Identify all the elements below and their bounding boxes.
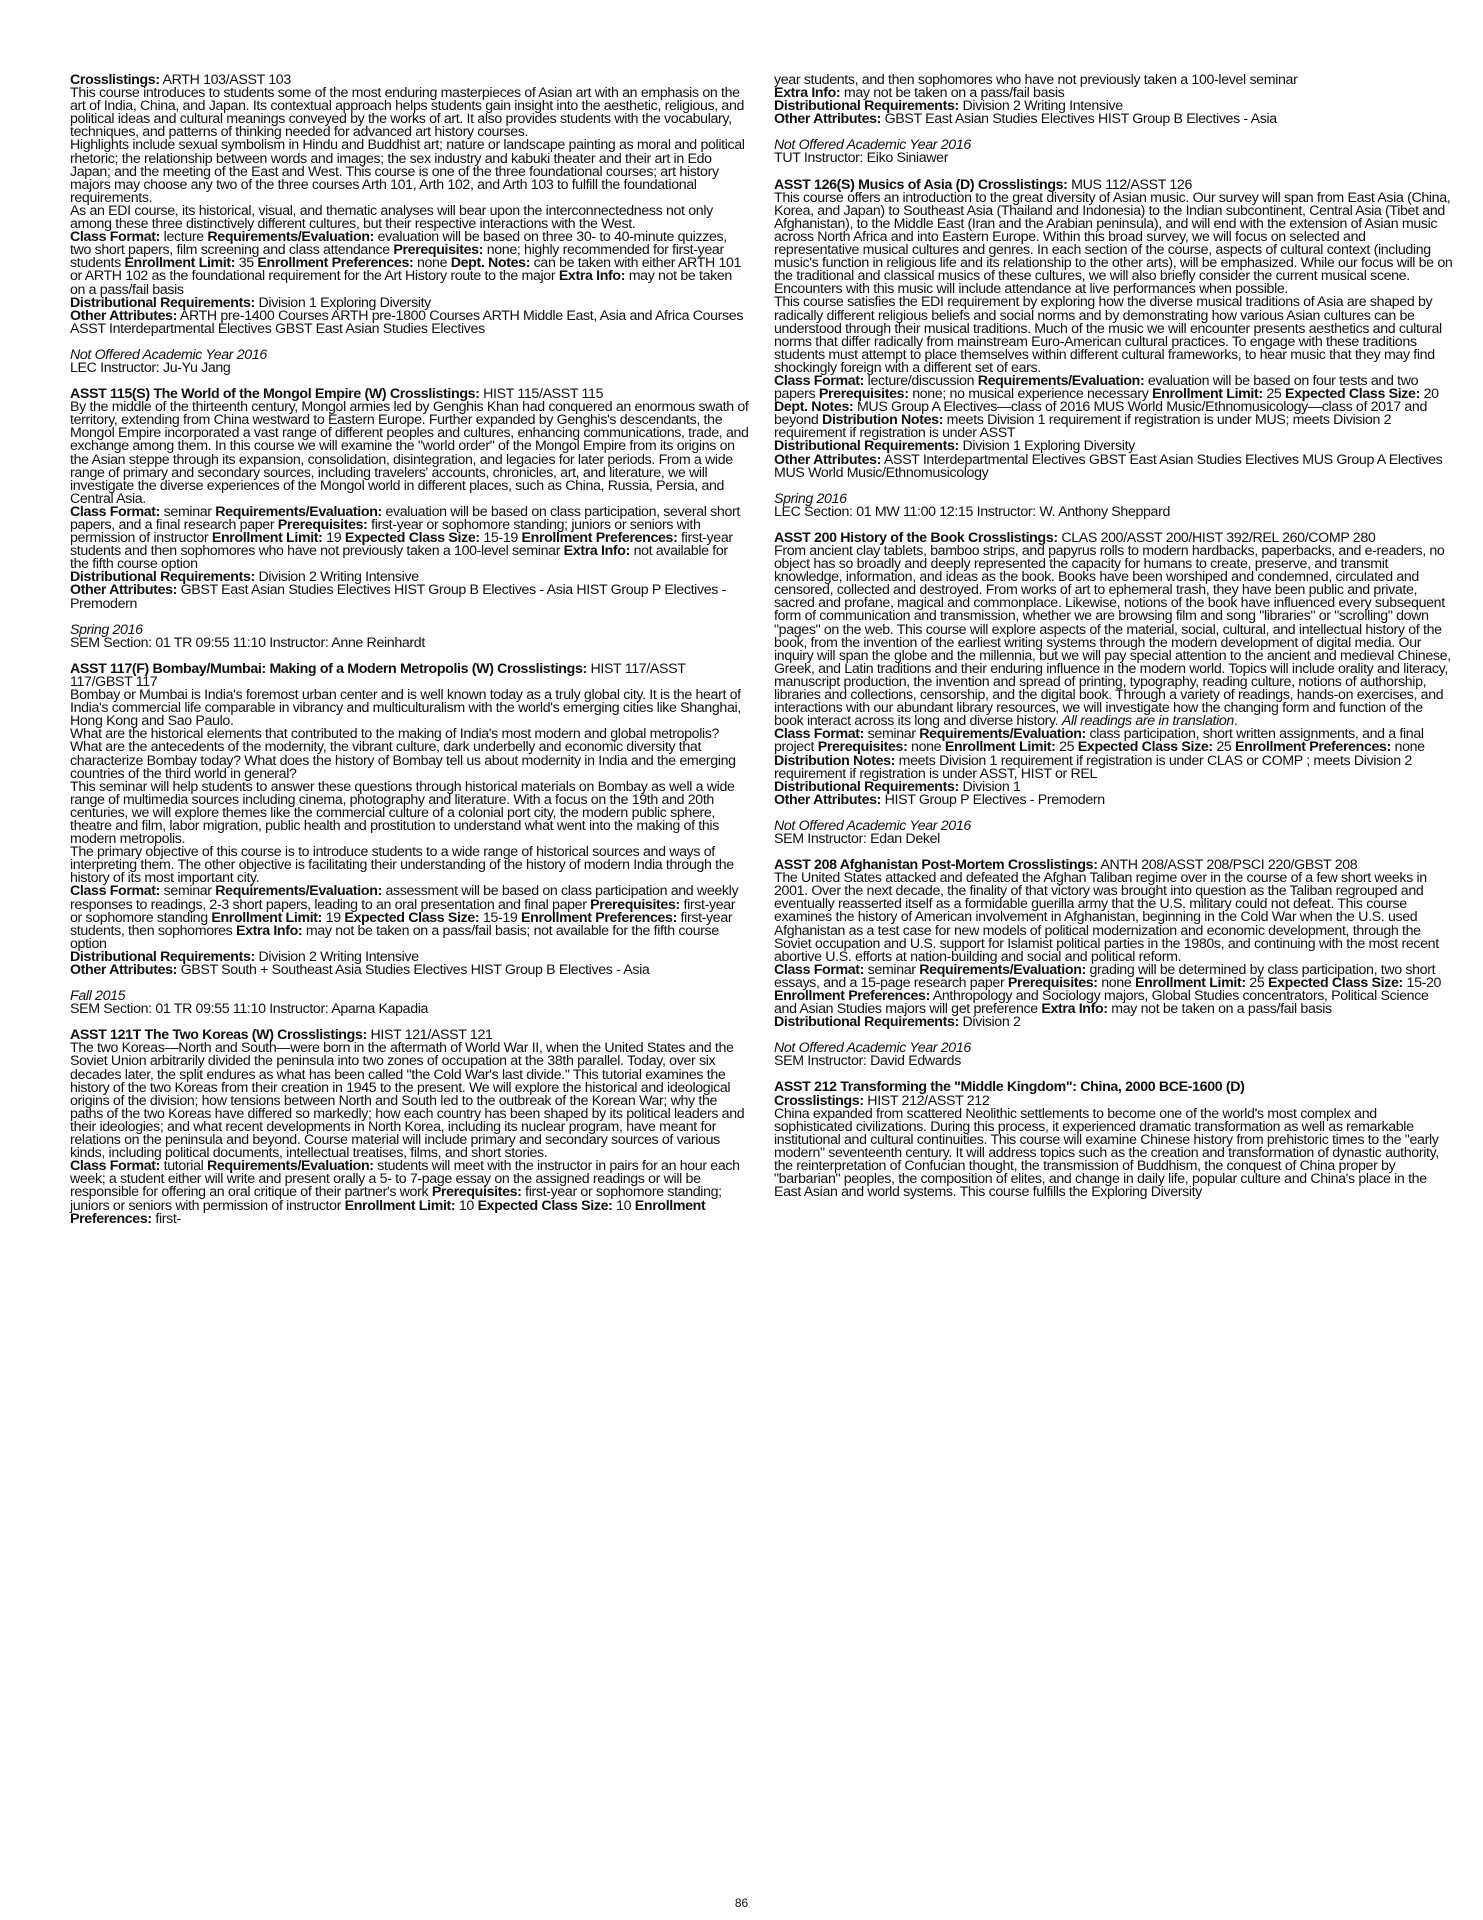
text-span: Prerequisites: bbox=[431, 1184, 522, 1201]
text-span: seminar bbox=[864, 726, 920, 743]
text-span: From ancient clay tablets, bamboo strips, and papyrus rolls to modern hardbacks, paperbacks, and e-readers, no object has so broadly and deeply represented the capacity for humans to create, preserve, and transmit knowledge, information, and ideas as the book. Books have been worshiped and condemned, circulated and censored, collected and destroyed. From works of art to ephemeral trash, they have been public and private, sacred and profane, magical and commonplace. Likewise, notions of the book have influenced every subsequent form of communication and transmission, whether we are browsing film and song "libraries" or "scrolling" down "pages" on the web. This course will explore aspects of the material, social, cultural, and intellectual history of the book, from the invention of the earliest writing systems through the modern development of digital media. Our inquiry will span the globe and the millennia, but we will pay special attention to the ancient and medieval Chinese, Greek, and Latin traditions and their enduring influence in the modern world. Topics will include orality and literacy, manuscript production, the invention and spread of printing, typography, reading culture, notions of authorship, libraries and collections, censorship, and the digital book. Through a variety of readings, hands-on exercises, and interactions with our abundant library resources, we will investigate how the changing form and function of the book interact across its long and diverse history. bbox=[774, 543, 1451, 730]
text-span: may not be taken on a pass/fail basis bbox=[840, 85, 1065, 102]
text-span: may not be taken on a pass/fail basis bbox=[70, 268, 732, 298]
text-span: 19 bbox=[322, 909, 345, 926]
paragraph bbox=[70, 778, 750, 848]
text-span: Expected Class Size: bbox=[1267, 974, 1403, 991]
text-span: Distributional Requirements: bbox=[774, 438, 959, 455]
text-span: Expected Class Size: bbox=[1285, 386, 1420, 403]
text-span: This course offers an introduction to the great diversity of Asian music. Our survey will span from East Asia (China, Korea, and Japan) to Southeast Asia (Thailand and Indonesia) to the Indian subcontinent, Central Asia (Tibet and Afghanistan), to the Middle East (Iran and the Arabian peninsula), and will end with the extension of Asian music across North Africa and into Eastern Europe. Within this broad survey, we will focus on selected and representative musical cultures and genres. In each section of the course, aspects of cultural context (including music's function in religious life and its relationship to the other arts), will be emphasized. While our focus will be on the traditional and classical musics of these cultures, we will also briefly consider the current musical scene. Encounters with this music will include attendance at live performances when possible. bbox=[774, 189, 1453, 298]
text-span: Fall 2015 bbox=[70, 988, 126, 1005]
text-span: Requirements/Evaluation: bbox=[919, 961, 1086, 978]
text-span: Not Offered Academic Year 2016 bbox=[70, 346, 267, 363]
paragraph bbox=[70, 964, 750, 977]
text-span: tutorial bbox=[160, 1158, 208, 1175]
paragraph bbox=[70, 307, 750, 337]
text-span: Enrollment Preferences: bbox=[521, 530, 678, 547]
paragraph bbox=[70, 584, 750, 610]
text-span: first-year or sophomore standing; juniors or seniors with permission of instructor bbox=[70, 1184, 722, 1214]
text-span: Division 2 Writing Intensive bbox=[254, 569, 419, 586]
paragraph bbox=[70, 202, 750, 233]
text-span: The two Koreas—North and South—were born in the aftermath of World War II, when the United States and the Soviet Union arbitrarily divided the peninsula into two zones of occupation at the 38th parallel. Today, over six decades later, the split endures as what has been called "the Cold War's last divide." This tutorial examines the history of the two Koreas from their creation in 1945 to the present. We will explore the historical and ideological origins of the division; how tensions between North and South led to the outbreak of the Korean War; why the paths of the two Koreas have differed so markedly; how each country has been shaped by its political leaders and their ideologies; and what recent developments in North Korea, including its nuclear program, have meant for relations on the peninsula and beyond. Course material will include primary and secondary sources of various kinds, including political documents, intellectual treatises, films, and short stories. bbox=[70, 1040, 745, 1162]
text-span: By the middle of the thirteenth century, Mongol armies led by Genghis Khan had conquered an enormous swath of territory, extending from China westward to Eastern Europe. Further expanded by Genghis's descendants, the Mongol Empire incorporated a vast range of different peoples and cultures, enhancing communications, trade, and exchange among them. In this course we will examine the "world order" of the Mongol Empire from its origins on the Asian steppe through its expansion, consolidation, disintegration, and legacies for later periods. From a wide range of primary and secondary sources, including travelers' accounts, chronicles, art, and literature, we will investigate the diverse experiences of the Mongol world in different places, such as China, Russia, Persia, and Central Asia. bbox=[70, 399, 749, 507]
text-span: Not Offered Academic Year 2016 bbox=[774, 817, 971, 834]
text-span: Enrollment Limit: bbox=[124, 255, 236, 272]
paragraph bbox=[70, 634, 750, 651]
text-span: Spring 2016 bbox=[774, 490, 847, 507]
text-span: All readings are in translation bbox=[1061, 713, 1234, 730]
paragraph bbox=[774, 1055, 1454, 1068]
text-span: none bbox=[907, 739, 945, 756]
text-span: Spring 2016 bbox=[70, 621, 143, 638]
text-span: 19 bbox=[322, 530, 345, 547]
text-span: Prerequisites: bbox=[817, 739, 908, 756]
text-span: lecture/discussion bbox=[864, 372, 978, 389]
text-span: Enrollment Preferences: bbox=[774, 988, 930, 1004]
text-span: Division 2 Writing Intensive bbox=[958, 98, 1123, 115]
text-span: ASST 212 Transforming the "Middle Kingdom": China, 2000 BCE-1600 (D) bbox=[774, 1079, 1245, 1096]
paragraph bbox=[774, 961, 1454, 1018]
text-span: Division 1 Exploring Diversity bbox=[958, 438, 1135, 455]
text-span: Enrollment Limit: bbox=[344, 1197, 456, 1214]
text-span: Dept. Notes: bbox=[774, 399, 854, 416]
text-span: 15-20 bbox=[1402, 974, 1442, 991]
text-span: 20 bbox=[1419, 386, 1439, 403]
text-span: Prerequisites: bbox=[818, 386, 909, 403]
text-span: SEM Instructor: David Edwards bbox=[774, 1053, 961, 1070]
text-span: none; no musical experience necessary bbox=[908, 386, 1153, 403]
paragraph-gap bbox=[774, 480, 1454, 493]
text-span: none bbox=[1390, 739, 1425, 756]
paragraph bbox=[774, 1105, 1454, 1201]
text-span: Dept. Notes: bbox=[450, 255, 531, 272]
text-span: HIST 121/ASST 121 bbox=[366, 1027, 493, 1044]
text-span: Enrollment Limit: bbox=[1135, 974, 1246, 991]
text-span: ASST 126(S) Musics of Asia (D) Crosslistings: bbox=[774, 176, 1068, 193]
text-span: none bbox=[1097, 974, 1136, 991]
text-span: Expected Class Size: bbox=[477, 1197, 613, 1214]
text-span: Enrollment Limit: bbox=[1152, 386, 1263, 403]
text-span: seminar bbox=[864, 961, 920, 978]
paragraph-gap bbox=[70, 611, 750, 624]
text-span: 10 bbox=[455, 1197, 478, 1214]
text-span: year students, and then sophomores who have not previously taken a 100-level seminar bbox=[774, 72, 1298, 88]
text-span: Distribution Notes: bbox=[774, 752, 896, 769]
text-span: Class Format: bbox=[70, 503, 161, 520]
text-span: China expanded from scattered Neolithic settlements to become one of the world's most complex and sophisticated civilizations. During this process, it experienced dramatic transformation as well as remarkable institutional and cultural continuities. This course will examine Chinese history from prehistoric times to the "early modern" seventeenth century. It will address topics such as the creation and transformation of dynastic authority, the reinterpretation of Confucian thought, the transmission of Buddhism, the conquest of China proper by "barbarian" peoples, the composition of elites, and change in daily life, popular culture and China's place in the East Asian and world systems. This course fulfills the Exploring Diversity bbox=[774, 1105, 1439, 1201]
text-span: Other Attributes: bbox=[70, 307, 178, 324]
text-span: HIST Group P Electives - Premodern bbox=[881, 791, 1105, 808]
text-span: Crosslistings: bbox=[774, 1092, 864, 1109]
text-span: first-year or sophomore standing bbox=[70, 896, 736, 926]
paragraph bbox=[70, 660, 750, 690]
text-span: Extra Info: bbox=[774, 85, 841, 102]
text-span: evaluation will be based on class participation, several short papers, and a final research paper bbox=[70, 503, 740, 533]
paragraph bbox=[70, 359, 750, 376]
text-span: GBST East Asian Studies Electives HIST Group B Electives - Asia HIST Group P Electives - Premodern bbox=[70, 582, 726, 612]
text-span: This seminar will help students to answer these questions through historical materials on Bombay as well a wide range of multimedia sources including cinema, photography and literature. With a focus on the 19th and 20th centuries, we will explore themes like the commercial culture of a colonial port city, the modern public sphere, theatre and film, labor migration, public health and prostitution to understand what went into the making of this modern metropolis. bbox=[70, 778, 735, 848]
text-span: Division 1 Exploring Diversity bbox=[254, 294, 431, 311]
text-span: evaluation will be based on three 30- to 40-minute quizzes, two short papers, film screening and class attendance bbox=[70, 229, 727, 259]
text-span: Other Attributes: bbox=[774, 111, 882, 128]
text-span: Distributional Requirements: bbox=[774, 778, 959, 795]
text-span: ASST 208 Afghanistan Post-Mortem Crosslistings: bbox=[774, 857, 1098, 874]
paragraph bbox=[774, 830, 1454, 847]
paragraph bbox=[774, 872, 1454, 964]
text-span: Class Format: bbox=[774, 372, 865, 389]
text-span: This course introduces to students some of the most enduring masterpieces of Asian art with an emphasis on the art of India, China, and Japan. Its contextual approach helps students gain insight into the aesthetic, religious, and political ideas and cultural meanings conveyed by the works of art. It also provides students with the vocabulary, techniques, and patterns of thinking needed for advanced art history courses. bbox=[70, 85, 745, 141]
text-span: HIST 117/ASST 117/GBST 117 bbox=[70, 660, 686, 690]
text-span: This course satisfies the EDI requirement by exploring how the diverse musical traditions of Asia are shaped by radically different religious beliefs and social norms and by demonstrating how various Asian cultures can be understood through their musical traditions. Much of the music we will encounter presents aesthetics and cultural norms that differ radically from mainstream Euro-American cultural practices. To engage with these traditions students must attempt to place themselves within different cultural frameworks, to hear music that they may find shockingly foreign with a different set of ears. bbox=[774, 294, 1442, 376]
text-span: ARTH pre-1400 Courses ARTH pre-1800 Courses ARTH Middle East, Asia and Africa Courses ASST Interdepartmental Electives GBST East Asian Studies Electives bbox=[70, 307, 744, 337]
text-span: ARTH 103/ASST 103 bbox=[159, 72, 291, 88]
text-span: 15-19 bbox=[479, 909, 522, 926]
text-span: GBST South + Southeast Asia Studies Electives HIST Group B Electives - Asia bbox=[177, 962, 650, 978]
text-span: HIST 115/ASST 115 bbox=[479, 386, 604, 403]
text-span: may not be taken on a pass/fail basis bbox=[1107, 1001, 1332, 1018]
text-span: Expected Class Size: bbox=[344, 909, 480, 926]
paragraph-gap bbox=[70, 977, 750, 990]
text-span: CLAS 200/ASST 200/HIST 392/REL 260/COMP 280 bbox=[1057, 529, 1376, 546]
text-span: Expected Class Size: bbox=[1077, 739, 1213, 756]
text-span: Enrollment Preferences: bbox=[521, 909, 677, 926]
text-span: Extra Info: bbox=[563, 543, 630, 560]
text-span: 15-19 bbox=[479, 530, 522, 547]
text-span: Enrollment Limit: bbox=[211, 909, 323, 926]
paragraph bbox=[70, 885, 750, 950]
text-span: 25 bbox=[1212, 739, 1236, 756]
text-span: Anthropology and Sociology majors, Global Studies concentrators, Political Science and Asian Studies majors will get preference bbox=[774, 988, 1429, 1018]
text-span: Not Offered Academic Year 2016 bbox=[774, 1040, 971, 1057]
text-span: 10 bbox=[612, 1197, 635, 1214]
text-span: Division 1 bbox=[958, 778, 1021, 795]
text-span: TUT Instructor: Eiko Siniawer bbox=[774, 150, 949, 167]
text-span: Other Attributes: bbox=[70, 962, 178, 978]
paragraph bbox=[70, 728, 750, 780]
text-span: Enrollment Preferences: bbox=[70, 1197, 706, 1227]
text-span: LEC Instructor: Ju-Yu Jang bbox=[70, 359, 231, 376]
text-span: GBST East Asian Studies Electives HIST Group B Electives - Asia bbox=[881, 111, 1277, 128]
text-span: meets Division 1 requirement if registration is under CLAS or COMP ; meets Division 2 requirement if registration is under ASST, HIST or REL bbox=[774, 752, 1412, 782]
text-span: first-year or sophomore standing; juniors or seniors with permission of instructor bbox=[70, 517, 701, 547]
text-span: Class Format: bbox=[774, 726, 865, 743]
paragraph bbox=[70, 231, 750, 296]
text-span: Division 2 bbox=[958, 1014, 1021, 1031]
text-span: Enrollment Limit: bbox=[944, 739, 1056, 756]
text-span: ASST Interdepartmental Electives GBST East Asian Studies Electives MUS Group A Electives MUS World Music/Ethnomusicology bbox=[774, 451, 1443, 481]
text-span: . bbox=[1233, 713, 1238, 730]
paragraph bbox=[774, 1016, 1454, 1029]
paragraph bbox=[70, 87, 750, 139]
text-span: Requirements/Evaluation: bbox=[977, 372, 1145, 389]
paragraph bbox=[70, 846, 750, 885]
text-span: Enrollment Preferences: bbox=[257, 255, 414, 272]
text-span: Expected Class Size: bbox=[344, 530, 480, 547]
text-span: What are the historical elements that contributed to the making of India's most modern and global metropolis? What are the antecedents of the modernity, the vibrant culture, dark underbelly and economic diversity that characterize Bombay today? What does the history of Bombay tell us about modernity in India and the emerging countries of the third world in general? bbox=[70, 726, 736, 782]
paragraph bbox=[70, 139, 750, 204]
text-span: none; highly recommended for first-year students bbox=[70, 242, 724, 272]
paragraph bbox=[774, 372, 1454, 442]
text-span: ASST 115(S) The World of the Mongol Empire (W) Crosslistings: bbox=[70, 386, 480, 403]
text-span: Requirements/Evaluation: bbox=[919, 726, 1086, 743]
text-span: Division 2 Writing Intensive bbox=[254, 948, 419, 965]
text-span: SEM Section: 01 TR 09:55 11:10 Instructor: Anne Reinhardt bbox=[70, 634, 425, 651]
left-column bbox=[70, 74, 750, 1226]
text-span: Distributional Requirements: bbox=[70, 569, 255, 586]
text-span: 25 bbox=[1262, 386, 1286, 403]
text-span: Class Format: bbox=[70, 1158, 161, 1175]
text-span: Extra Info: bbox=[1041, 1001, 1108, 1018]
text-span: MUS Group A Electives—class of 2016 MUS World Music/Ethnomusicology—class of 2017 and beyond bbox=[774, 399, 1428, 429]
text-span: meets Division 1 requirement if registration is under MUS; meets Division 2 requirement if registration is under ASST bbox=[774, 412, 1392, 442]
right-column bbox=[774, 74, 1454, 1199]
paragraph bbox=[70, 1003, 750, 1016]
text-span: not available for the fifth course option bbox=[70, 543, 728, 573]
paragraph bbox=[774, 451, 1454, 481]
text-span: Prerequisites: bbox=[590, 896, 680, 913]
text-span: may not be taken on a pass/fail basis; not available for the fifth course option bbox=[70, 922, 719, 952]
text-span: Other Attributes: bbox=[774, 791, 882, 808]
text-span: The United States attacked and defeated the Afghan Taliban regime over in the course of a few short weeks in 2001. Over the next decade, the finality of that victory was brought into question as the Taliban regrouped and eventually reasserted itself as a formidable guerilla army that the U.S. military could not defeat. This course examines the history of American involvement in Afghanistan, beginning in the Cold War when the U.S. used Afghanistan as a test case for new models of political modernization and economic development, through the Soviet occupation and U.S. support for Islamist political parties in the 1980s, and continuing with the most recent abortive U.S. efforts at nation-building and social and political reform. bbox=[774, 870, 1439, 965]
text-span: Distribution Notes: bbox=[822, 412, 944, 429]
text-span: first-year students and then sophomores who have not previously taken a 100-level seminar bbox=[70, 530, 733, 560]
text-span: Extra Info: bbox=[236, 922, 303, 939]
text-span: As an EDI course, its historical, visual, and thematic analyses will bear upon the interconnectedness not only among these three distinctively different cultures, but their respective interactions with the West. bbox=[70, 202, 713, 233]
text-span: Prerequisites: bbox=[393, 242, 484, 259]
text-span: Distributional Requirements: bbox=[774, 98, 959, 115]
text-span: grading will be determined by class participation, two short essays, and a 15-page research paper bbox=[774, 961, 1436, 991]
paragraph bbox=[774, 503, 1454, 520]
text-span: Bombay or Mumbai is India's foremost urban center and is well known today as a truly global city. It is the heart of India's commercial life comparable in vibrancy and multiculturalism with the world's emerging cities like Shanghai, Hong Kong and Sao Paulo. bbox=[70, 687, 741, 730]
text-span: first-year students, then sophomores bbox=[70, 909, 733, 939]
text-span: ASST 121T The Two Koreas (W) Crosslistings: bbox=[70, 1027, 367, 1044]
text-span: Prerequisites: bbox=[1007, 974, 1098, 991]
text-span: Requirements/Evaluation: bbox=[207, 1158, 374, 1175]
text-span: evaluation will be based on four tests and two papers bbox=[774, 372, 1419, 403]
text-span: Distributional Requirements: bbox=[70, 948, 255, 965]
text-span: Highlights include sexual symbolism in Hindu and Buddhist art; nature or landscape painting as moral and political rhetoric; the relationship between words and images; the sex industry and kabuki theater and their art in Edo Japan; and the meeting of the East and West. This course is one of the three foundational courses; art history majors may choose any two of the three courses Arth 101, Arth 102, and Arth 103 to fulfill the foundational requirements. bbox=[70, 137, 745, 206]
text-span: 35 bbox=[235, 255, 258, 272]
text-span: seminar bbox=[160, 503, 216, 520]
text-span: Enrollment Limit: bbox=[211, 530, 323, 547]
paragraph bbox=[774, 728, 1454, 780]
text-span: 25 bbox=[1245, 974, 1268, 991]
text-span: class participation, short written assignments, and a final project bbox=[774, 726, 1424, 756]
text-span: Prerequisites: bbox=[277, 517, 368, 533]
text-span: Not Offered Academic Year 2016 bbox=[774, 137, 971, 154]
text-span: Crosslistings: bbox=[70, 72, 160, 88]
paragraph bbox=[774, 545, 1454, 728]
text-span: Requirements/Evaluation: bbox=[215, 503, 382, 520]
page-number: 86 bbox=[734, 1896, 749, 1910]
text-span: lecture bbox=[160, 229, 208, 246]
text-span: can be taken with either ARTH 101 or ARTH 102 as the foundational requirement for the Art History route to the major bbox=[70, 255, 742, 285]
paragraph bbox=[70, 1160, 750, 1225]
text-span: Enrollment Preferences: bbox=[1235, 739, 1391, 756]
text-span: assessment will be based on class participation and weekly responses to readings, 2-3 short papers, leading to an oral presentation and final paper bbox=[70, 883, 739, 913]
paragraph bbox=[774, 189, 1454, 298]
text-span: students will meet with the instructor in pairs for an hour each week; a student either will write and present orally a 5- to 7-page essay on the assigned readings or will be responsible for offering an oral critique of their partner's work bbox=[70, 1158, 740, 1201]
text-span: Requirements/Evaluation: bbox=[215, 883, 382, 900]
paragraph bbox=[774, 113, 1454, 126]
text-span: Class Format: bbox=[70, 229, 161, 246]
text-span: SEM Instructor: Edan Dekel bbox=[774, 830, 940, 847]
paragraph bbox=[70, 503, 750, 573]
text-span: Requirements/Evaluation: bbox=[207, 229, 375, 246]
paragraph bbox=[774, 152, 1454, 165]
text-span: HIST 212/ASST 212 bbox=[863, 1092, 990, 1109]
text-span: Other Attributes: bbox=[70, 582, 178, 599]
text-span: seminar bbox=[160, 883, 216, 900]
text-span: Class Format: bbox=[774, 961, 865, 978]
text-span: ASST 117(F) Bombay/Mumbai: Making of a Modern Metropolis (W) Crosslistings: bbox=[70, 660, 587, 677]
text-span: SEM Section: 01 TR 09:55 11:10 Instructor: Aparna Kapadia bbox=[70, 1001, 429, 1018]
text-span: ANTH 208/ASST 208/PSCI 220/GBST 208 bbox=[1097, 857, 1358, 874]
text-span: Other Attributes: bbox=[774, 451, 882, 468]
paragraph bbox=[774, 791, 1454, 808]
paragraph bbox=[70, 1042, 750, 1160]
text-span: Distributional Requirements: bbox=[70, 294, 255, 311]
text-span: ASST 200 History of the Book Crosslistings: bbox=[774, 529, 1058, 546]
text-span: Distributional Requirements: bbox=[774, 1014, 959, 1031]
text-span: Extra Info: bbox=[558, 268, 626, 285]
paragraph bbox=[774, 296, 1454, 375]
paragraph bbox=[70, 689, 750, 728]
text-span: The primary objective of this course is to introduce students to a wide range of historical sources and ways of interpreting them. The other objective is facilitating their understanding of the history of modern India through the history of its most important city. bbox=[70, 844, 734, 887]
text-span: 25 bbox=[1055, 739, 1078, 756]
text-span: Class Format: bbox=[70, 883, 161, 900]
text-span: MUS 112/ASST 126 bbox=[1067, 176, 1192, 193]
paragraph bbox=[70, 401, 750, 506]
text-span: LEC Section: 01 MW 11:00 12:15 Instructor: W. Anthony Sheppard bbox=[774, 503, 1171, 520]
text-span: none bbox=[413, 255, 451, 272]
text-span: first- bbox=[151, 1210, 181, 1227]
